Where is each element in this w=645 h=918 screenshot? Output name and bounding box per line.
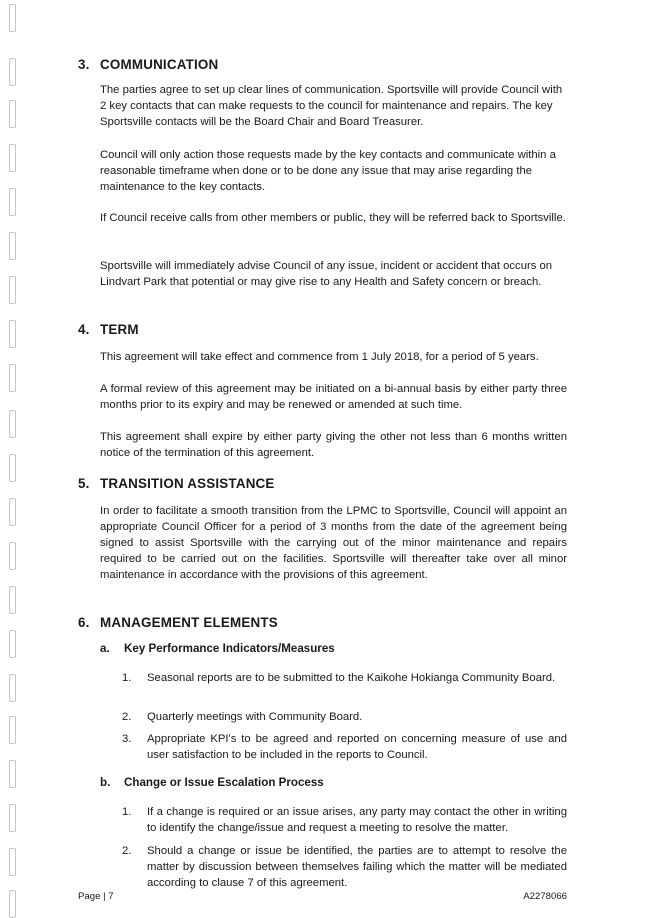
list-number: 1. xyxy=(122,806,132,818)
section-number: 5. xyxy=(78,476,90,491)
subsection-heading-escalation xyxy=(100,776,324,789)
paragraph: In order to facilitate a smooth transition from the LPMC to Sportsville, Council will appoint an appropriate Council Officer for a period of 3 months from the date of the agreement being signed to assist Sportsville with the carrying out of the minor maintenance and repairs required to be carried out on the facilities. Sportsville will thereafter take over all minor maintenance in accordance with the provisions of this agreement. xyxy=(100,505,567,581)
subsection-heading-kpi xyxy=(100,642,335,655)
subsection-letter: b. xyxy=(100,776,111,789)
list-number: 3. xyxy=(122,733,132,745)
list-text: Appropriate KPI's to be agreed and reported on concerning measure of use and user satisfaction to be included in the reports to Council. xyxy=(147,733,567,761)
list-number: 2. xyxy=(122,845,132,857)
list-number: 2. xyxy=(122,711,132,723)
subsection-title: Key Performance Indicators/Measures xyxy=(124,642,335,655)
paragraph: The parties agree to set up clear lines of communication. Sportsville will provide Council with 2 key contacts that can make requests to the council for maintenance and repairs. The key Sportsville contacts will be the Board Chair and Board Treasurer. xyxy=(100,84,563,128)
page-number: Page | 7 xyxy=(78,891,114,902)
section-number: 4. xyxy=(78,322,90,337)
list-item xyxy=(122,731,567,763)
section-heading-management xyxy=(78,615,278,630)
paragraph: Council will only action those requests made by the key contacts and communicate within a reasonable timeframe when done or to be done any issue that may arise regarding the maintenance to the key contacts. xyxy=(100,149,556,193)
list-item xyxy=(122,670,567,686)
document-reference: A2278066 xyxy=(523,891,567,902)
list-number: 1. xyxy=(122,672,132,684)
section-title: COMMUNICATION xyxy=(100,57,219,72)
paragraph: This agreement will take effect and commence from 1 July 2018, for a period of 5 years. xyxy=(100,351,539,363)
section-heading-term xyxy=(78,322,139,337)
section-heading-communication xyxy=(78,57,218,72)
subsection-letter: a. xyxy=(100,642,110,655)
list-text: Quarterly meetings with Community Board. xyxy=(147,711,363,723)
list-item xyxy=(122,709,567,725)
section-title: TERM xyxy=(100,322,139,337)
section-heading-transition xyxy=(78,476,275,491)
paragraph: A formal review of this agreement may be initiated on a bi-annual basis by either party three months prior to its expiry and may be renewed or amended at such time. xyxy=(100,383,567,411)
list-item xyxy=(122,804,567,836)
paragraph: Sportsville will immediately advise Council of any issue, incident or accident that occurs on Lindvart Park that potential or may give rise to any Health and Safety concern or breach. xyxy=(100,260,553,288)
list-item xyxy=(122,843,567,891)
section-title: MANAGEMENT ELEMENTS xyxy=(100,615,278,630)
list-text: Should a change or issue be identified, the parties are to attempt to resolve the matter by discussion between themselves failing which the matter will be mediated according to clause 7 of this agreement. xyxy=(147,845,567,889)
subsection-title: Change or Issue Escalation Process xyxy=(124,776,324,789)
list-text: Seasonal reports are to be submitted to the Kaikohe Hokianga Community Board. xyxy=(147,672,556,684)
paragraph: This agreement shall expire by either party giving the other not less than 6 months written notice of the termination of this agreement. xyxy=(100,431,567,459)
section-number: 3. xyxy=(78,57,90,72)
section-title: TRANSITION ASSISTANCE xyxy=(100,476,275,491)
section-number: 6. xyxy=(78,615,90,630)
paragraph: If Council receive calls from other members or public, they will be referred back to Sportsville. xyxy=(100,212,566,224)
list-text: If a change is required or an issue arises, any party may contact the other in writing to identify the change/issue and request a meeting to resolve the matter. xyxy=(147,806,567,834)
